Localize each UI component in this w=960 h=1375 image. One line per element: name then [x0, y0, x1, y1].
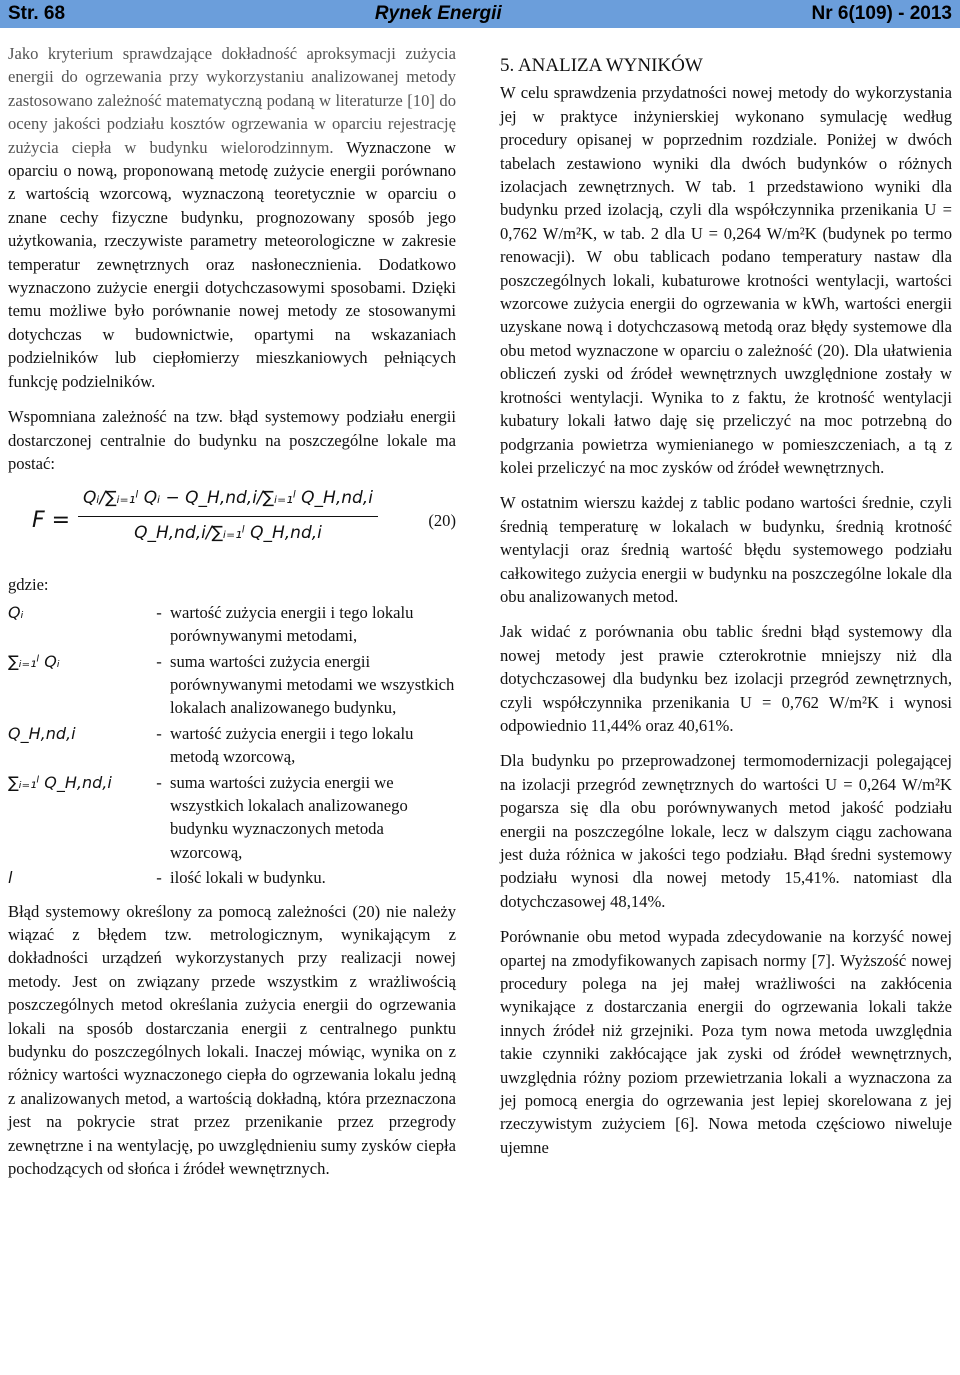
equation-20 [8, 487, 456, 565]
section-title: 5. ANALIZA WYNIKÓW [500, 55, 703, 76]
symbol: l [8, 868, 13, 888]
where-label: gdzie: [8, 575, 49, 595]
symbol: ∑ᵢ₌₁ˡ Q_H,nd,i [8, 772, 112, 792]
symbol: Qᵢ [8, 602, 24, 622]
definition-text: wartość zużycia energii i tego lokalu metodą wzorcową, [170, 723, 414, 767]
right-column [500, 42, 952, 1171]
paragraph-results-3: Jak widać z porównania obu tablic średni błąd systemowy dla nowej metody jest prawie czterokrotnie mniejszy niż dla dotychczasowej dla budynku bez izolacji przegród zewnętrznych, czyli współczynnika przenikania U = 0,762 W/m²K i wynosi odpowiednio 11,44% oraz 40,61%. [500, 622, 952, 735]
journal-title: Rynek Energii [374, 3, 502, 24]
definition-row: Qᵢ - wartość zużycia energii i tego lokalu porównywanymi metodami, [8, 601, 456, 648]
paragraph-results-1: W celu sprawdzenia przydatności nowej metody do wykorzystania jej w praktyce inżynierskiej wykonano symulację według procedury opisanej w poprzednim rozdziale. Poniżej w dwóch tabelach zestawiono wyniki dla dwóch budynków o różnych izolacjach zewnętrznych. W tab. 1 przedstawiono wyniki dla budynku przed izolacją, czyli dla współczynnika przenikania U = 0,762 W/m²K, w tab. 2 dla U = 0,264 W/m²K (budynek po termo renowacji). W obu tablicach podano temperatury nastaw dla poszczególnych lokali, kubaturowe krotności wentylacji, wartości wzorcowe zużycia energii do ogrzewania w kWh, wartości energii uzyskane nową i dotychczasową metodą oraz błędy systemowe dla obu metod wyznaczone w oparciu o zależność (20). Dla ułatwienia obliczeń zyski od źródeł wewnętrznych uwzględnione zostały w krotności wentylacji. Wynika to z faktu, że krotność wentylacji kubatury lokali łatwo daję się przeliczyć na moc potrzebną do podgrzania powietrza wymienianego w pomieszczeniach, a tą z kolei przeliczyć na moc zysków od źródeł wewnętrznych. [500, 83, 952, 477]
equation-fraction [78, 487, 378, 545]
equation-denominator: Q_H,nd,i/∑ᵢ₌₁ˡ Q_H,nd,i [134, 522, 322, 543]
equation-lhs: F = [32, 508, 71, 534]
paragraph-formula-intro: Wspomniana zależność na tzw. błąd systemowy podziału energii dostarczonej centralnie do budynku na poszczególne lokale ma postać: [8, 407, 456, 473]
page-number: Str. 68 [8, 3, 66, 24]
definition-text: ilość lokali w budynku. [170, 868, 326, 888]
definition-row: Q_H,nd,i - wartość zużycia energii i tego lokalu metodą wzorcową, [8, 722, 456, 769]
paragraph-results-2: W ostatnim wierszu każdej z tablic podano wartości średnie, czyli średnią temperaturę w lokalach w budynku, średnią krotność wentylacji oraz średnią wartość błędu systemowego podziału całkowitego zużycia energii w budynku na poszczególne lokale dla obu analizowanych metod. [500, 493, 952, 606]
symbol-definitions [8, 601, 456, 890]
intro-gray-text: Jako kryterium sprawdzające dokładność aproksymacji zużycia energii do ogrzewania przy wykorzystaniu analizowanej metody zastosowano zależność matematyczną podaną w literaturze [10] do oceny jakości podziału kosztów ogrzewania w oparciu rejestrację zużycia ciepła w budynku wielorodzinnym. [8, 44, 456, 157]
symbol: Q_H,nd,i [8, 723, 76, 743]
definition-text: suma wartości zużycia energii we wszystkich lokalach analizowanego budynku wyznaczonych metoda wzorcową, [170, 772, 408, 862]
definition-text: suma wartości zużycia energii porównywanymi metodami we wszystkich lokalach analizowanego budynku, [170, 651, 455, 718]
intro-text: Wyznaczone w oparciu o nową, proponowaną metodę zużycie energii porównano z wartością wzorcową, wyznaczoną teoretycznie w oparciu o znane cechy fizyczne budynku, prognozowany sposób jego użytkowania, rzeczywiste parametry meteorologiczne w zakresie temperatur zewnętrznych oraz nasłonecznienia. Dodatkowo wyznaczono zużycie energii dotychczasowymi sposobami. Dzięki temu możliwe było porównanie nowej metody ze stosowanymi dotychczas w budownictwie, opartymi na wskazaniach podzielników lub ciepłomierzy mieszkaniowych pełniących funkcję podzielników. [8, 137, 456, 391]
fraction-bar [78, 516, 378, 517]
paragraph-results-5: Porównanie obu metod wypada zdecydowanie na korzyść nowej opartej na zmodyfikowanych zapisach normy [7]. Wyższość nowej procedury polega na jej małej wrażliwości na zakłócenia wynikające z dostarczania energii do ogrzewania lokali także innych źródeł niż grzejniki. Poza tym nowa metoda uwzględnia takie czynniki zakłócające jak zyski od źródeł wewnętrznych, uwzględnia różny poziom przewietrzania lokali a wyznaczona za jej pomocą energia do ogrzewania jest lepiej skorelowana z jej rzeczywistym zużyciem [6]. Nowa metoda częściowo niweluje ujemne [500, 927, 952, 1157]
equation-numerator: Qᵢ/∑ᵢ₌₁ˡ Qᵢ − Q_H,nd,i/∑ᵢ₌₁ˡ Q_H,nd,i [83, 488, 373, 509]
definition-row: ∑ᵢ₌₁ˡ Q_H,nd,i - suma wartości zużycia energii we wszystkich lokalach analizowanego budynku wyznaczonych metoda wzorcową, [8, 771, 456, 865]
paragraph-intro [8, 42, 456, 393]
left-column [8, 42, 456, 1192]
equation-number: (20) [428, 511, 456, 531]
symbol: ∑ᵢ₌₁ˡ Qᵢ [8, 651, 60, 671]
paragraph-systematic-error: Błąd systemowy określony za pomocą zależności (20) nie należy wiązać z błędem tzw. metrologicznym, wynikającym z dokładności urządzeń wykorzystanych przy realizacji nowej metody. Jest on związany przede wszystkim z wrażliwością poszczególnych metod określania zużycia energii do ogrzewania lokali na sposób dostarczania energii z centralnego punktu budynku do poszczególnych lokali. Inaczej mówiąc, wynika on z różnicy wartości wyznaczonego ciepła do ogrzewania lokalu jedną z analizowanych metod, a wartością dokładną, która przeznaczona jest na pokrycie strat przez przenikanie przez przegrody zewnętrzne i na wentylację, po uwzględnieniu sumy zysków ciepła pochodzących od słońca i źródeł wewnętrznych. [8, 901, 456, 1179]
definition-row: ∑ᵢ₌₁ˡ Qᵢ - suma wartości zużycia energii porównywanymi metodami we wszystkich lokalach analizowanego budynku, [8, 650, 456, 720]
definition-text: wartość zużycia energii i tego lokalu porównywanymi metodami, [170, 602, 414, 646]
paragraph-results-4: Dla budynku po przeprowadzonej termomodernizacji polegającej na izolacji przegród zewnętrznych do wartości U = 0,264 W/m²K pogarsza się dla obu porównywanych metod jakość podziału energii na poszczególne lokale, lecz w dalszym ciągu zachowana jest duża różnica w jakości tego podziału. Błąd średni systemowy podziału wynosi dla nowej metody 15,41%. natomiast dla dotychczasowej 48,14%. [500, 751, 952, 911]
definition-row: l - ilość lokali w budynku. [8, 866, 456, 889]
page-header [0, 0, 960, 28]
issue-number: Nr 6(109) - 2013 [811, 3, 952, 24]
